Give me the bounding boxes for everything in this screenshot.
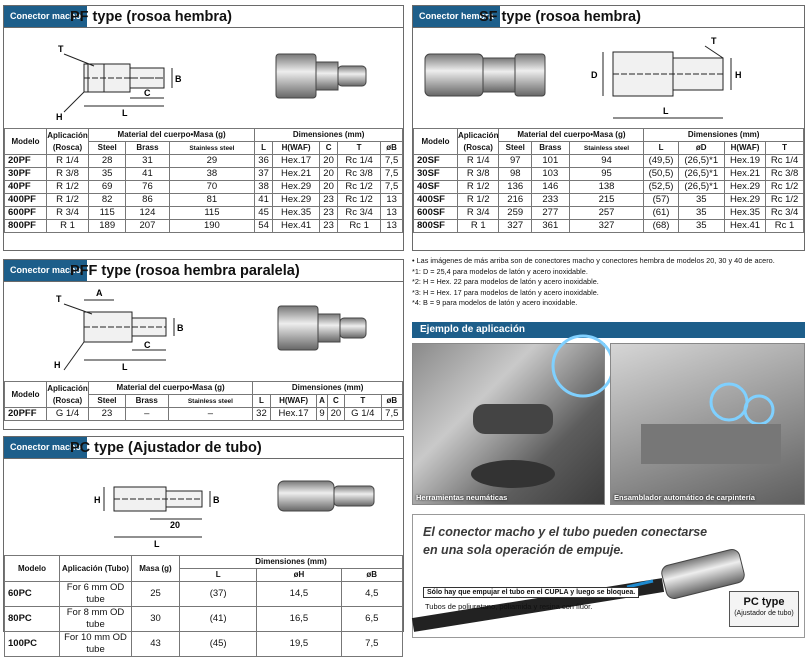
table-cell: 7,5 [381,155,403,168]
sf-photo [421,46,551,106]
table-cell: Rc 3/4 [337,207,380,220]
pc-type-label: PC type [743,596,785,608]
sf-col-d: øD [678,142,724,155]
table-cell: R 3/8 [47,168,89,181]
table-row [5,607,403,632]
table-cell: 35 [678,194,724,207]
pc-col-modelo: Modelo [5,556,60,582]
table-cell: 38 [255,181,273,194]
pf-col-h: H(WAF) [272,142,319,155]
pff-dim-a: A [96,288,103,298]
banner-line2: en una sola operación de empuje. [423,543,624,557]
table-cell: 35 [89,168,126,181]
sf-dim-l: L [663,106,669,116]
pc-dim-20: 20 [170,520,181,530]
pff-col-material: Material del cuerpo•Masa (g) [89,382,253,395]
pf-col-t: T [337,142,380,155]
table-cell: 400PF [5,194,47,207]
table-cell: For 6 mm OD tube [60,582,132,607]
table-row [5,408,403,421]
pf-header [4,6,403,28]
sf-col-brass: Brass [532,142,570,155]
sf-col-dimensiones: Dimensiones (mm) [644,129,804,142]
table-cell: (49,5) [644,155,678,168]
table-cell: 43 [132,632,180,657]
sf-col-modelo: Modelo [414,129,458,155]
photo-herramientas [412,343,605,505]
table-cell: Rc 1/2 [337,194,380,207]
table-cell: R 1/4 [47,155,89,168]
table-cell: 38 [169,168,255,181]
table-cell: 54 [255,220,273,233]
table-cell: 800PF [5,220,47,233]
table-cell: (37) [180,582,257,607]
pff-col-dimensiones: Dimensiones (mm) [253,382,403,395]
table-cell: 600SF [414,207,458,220]
caption-herramientas: Herramientas neumáticas [416,493,508,502]
banner-tubes: Tubos de poliuretano, poliamida y resina con flúor. [425,602,593,611]
table-cell: (26,5)*1 [678,168,724,181]
table-cell: R 3/4 [458,207,499,220]
table-row [414,168,804,181]
pc-table [4,555,403,657]
pc-type-badge [729,591,799,627]
pff-col-modelo: Modelo [5,382,47,408]
table-cell: 23 [320,220,338,233]
table-cell: 189 [89,220,126,233]
table-cell: Rc 3/8 [766,168,804,181]
sf-col-aplicacion: Aplicación (Rosca) [458,129,499,155]
table-cell: Rc 1/2 [766,194,804,207]
table-row [5,632,403,657]
table-cell: Hex.17 [272,155,319,168]
table-cell: 23 [320,194,338,207]
pff-dim-h: H [54,360,61,370]
table-cell: 20SF [414,155,458,168]
pff-section [3,259,404,430]
table-cell: G 1/4 [47,408,89,421]
table-cell: R 1/2 [47,194,89,207]
pf-badge: Conector macho [4,6,87,27]
table-cell: 30PF [5,168,47,181]
table-cell: 7,5 [381,168,403,181]
table-cell: 138 [569,181,644,194]
pff-table [4,381,403,421]
sf-col-steel: Steel [499,142,532,155]
pf-dim-l: L [122,108,128,118]
table-cell: Rc 1 [337,220,380,233]
table-cell: Hex.19 [724,155,765,168]
footnotes [412,256,775,309]
table-cell: 124 [126,207,169,220]
pf-rows [5,155,403,233]
table-cell: Hex.21 [724,168,765,181]
table-cell: 13 [381,220,403,233]
table-cell: 233 [532,194,570,207]
table-cell: 23 [320,207,338,220]
pff-col-t: T [345,395,381,408]
table-cell: Hex.29 [272,194,319,207]
table-cell: R 3/4 [47,207,89,220]
table-cell: 30SF [414,168,458,181]
table-row [5,194,403,207]
pf-table [4,128,403,233]
table-cell: 9 [317,408,327,421]
table-cell: 136 [499,181,532,194]
pc-col-l: L [180,569,257,582]
pc-dim-l: L [154,539,160,549]
table-row [414,181,804,194]
pff-dim-t: T [56,294,62,304]
table-cell: 98 [499,168,532,181]
table-cell: 101 [532,155,570,168]
pf-drawing [44,34,234,126]
table-cell: (52,5) [644,181,678,194]
table-cell: 600PF [5,207,47,220]
table-cell: R 1 [458,220,499,233]
table-cell: R 1/4 [458,155,499,168]
pff-drawing [44,286,234,376]
table-cell: Hex.29 [272,181,319,194]
table-cell: Hex.21 [272,168,319,181]
table-cell: R 1 [47,220,89,233]
pf-col-material: Material del cuerpo•Masa (g) [89,129,255,142]
pf-dim-h: H [56,112,63,122]
table-cell: 257 [569,207,644,220]
pff-dim-b: B [177,323,184,333]
photo-ensamblador [610,343,805,505]
table-cell: 45 [255,207,273,220]
table-cell: 32 [253,408,270,421]
pff-col-brass: Brass [125,395,168,408]
table-cell: 40PF [5,181,47,194]
pff-col-c: C [327,395,344,408]
table-cell: 13 [381,194,403,207]
aplicacion-header: Ejemplo de aplicación [412,322,805,338]
sf-col-stainless: Stainless steel [569,142,644,155]
table-cell: 95 [569,168,644,181]
table-cell: Hex.17 [270,408,317,421]
pc-photo [274,473,384,523]
pc-col-h: øH [257,569,341,582]
caption-ensamblador: Ensamblador automático de carpintería [614,493,755,502]
table-cell: 37 [255,168,273,181]
banner-line1: El conector macho y el tubo pueden conectarse [423,525,708,539]
assembler-illustration [611,344,806,506]
table-cell: 86 [126,194,169,207]
table-cell: 69 [89,181,126,194]
table-cell: Rc 1/4 [766,155,804,168]
table-cell: R 1/2 [458,181,499,194]
table-cell: 103 [532,168,570,181]
pff-col-h: H(WAF) [270,395,317,408]
table-cell: 41 [126,168,169,181]
table-cell: 207 [126,220,169,233]
table-cell: Rc 1/4 [337,155,380,168]
table-cell: 7,5 [381,181,403,194]
table-cell: (45) [180,632,257,657]
pff-header [4,260,403,282]
table-cell: 327 [499,220,532,233]
table-cell: 41 [255,194,273,207]
table-cell: Hex.35 [724,207,765,220]
pf-col-b: øB [381,142,403,155]
table-cell: 7,5 [341,632,402,657]
table-cell: Hex.29 [724,181,765,194]
table-cell: For 10 mm OD tube [60,632,132,657]
table-cell: (68) [644,220,678,233]
table-row [5,220,403,233]
pf-col-c: C [320,142,338,155]
table-cell: R 3/8 [458,168,499,181]
table-cell: 146 [532,181,570,194]
note: *1: D = 25,4 para modelos de latón y acero inoxidable. [412,266,588,276]
sf-drawing [583,32,793,128]
pc-banner [412,514,805,638]
table-row [414,220,804,233]
table-cell: 70 [169,181,255,194]
table-cell: 29 [169,155,255,168]
table-cell: Hex.41 [724,220,765,233]
table-cell: 25 [132,582,180,607]
table-cell: 20 [320,181,338,194]
table-cell: 31 [126,155,169,168]
table-cell: 115 [169,207,255,220]
pf-col-brass: Brass [126,142,169,155]
table-cell: (26,5)*1 [678,155,724,168]
note: *2: H = Hex. 22 para modelos de latón y acero inoxidable. [412,277,599,286]
table-row [5,168,403,181]
table-cell: 35 [678,207,724,220]
sf-header [413,6,804,28]
table-cell: Rc 3/8 [337,168,380,181]
table-cell: 30 [132,607,180,632]
table-row [5,155,403,168]
table-cell: Rc 3/4 [766,207,804,220]
pf-dim-t: T [58,44,64,54]
sf-col-material: Material del cuerpo•Masa (g) [499,129,644,142]
table-cell: 23 [89,408,126,421]
table-row [5,181,403,194]
table-cell: 60PC [5,582,60,607]
table-cell: 80PC [5,607,60,632]
sf-table [413,128,804,233]
table-cell: 13 [381,207,403,220]
pc-col-aplicacion: Aplicación (Tubo) [60,556,132,582]
note: *4: B = 9 para modelos de latón y acero inoxidable. [412,298,578,307]
table-cell: 76 [126,181,169,194]
banner-callout: Sólo hay que empujar el tubo en el CUPLA y luego se bloquea. [423,587,639,598]
pc-col-masa: Masa (g) [132,556,180,582]
table-cell: 81 [169,194,255,207]
pf-col-dimensiones: Dimensiones (mm) [255,129,403,142]
table-row [414,207,804,220]
sf-col-t: T [766,142,804,155]
sf-dim-t: T [711,36,717,46]
table-row [414,194,804,207]
pff-dim-l: L [122,362,128,372]
pf-col-aplicacion: Aplicación (Rosca) [47,129,89,155]
sf-dim-h: H [735,70,742,80]
pc-dim-b: B [213,495,220,505]
pff-col-steel: Steel [89,395,126,408]
sf-badge: Conector hembra [413,6,500,27]
table-cell: Rc 1 [766,220,804,233]
table-cell: 82 [89,194,126,207]
grinder-illustration [413,344,606,506]
table-cell: 190 [169,220,255,233]
table-cell: 115 [89,207,126,220]
table-cell: 94 [569,155,644,168]
table-cell: (61) [644,207,678,220]
pf-section [3,5,404,251]
pff-col-b: øB [381,395,402,408]
pc-section [3,436,404,655]
pc-drawing [84,465,254,555]
table-row [5,207,403,220]
pff-title: PFF type (rosoa hembra paralela) [70,263,300,279]
table-cell: 20 [320,168,338,181]
pff-col-stainless: Stainless steel [168,395,253,408]
table-cell: G 1/4 [345,408,381,421]
table-cell: 20 [327,408,344,421]
table-cell: (41) [180,607,257,632]
pf-photo [274,46,374,116]
table-cell: 19,5 [257,632,341,657]
pc-rows [5,582,403,657]
pff-rows [5,408,403,421]
table-row [5,582,403,607]
pff-col-aplicacion: Aplicación (Rosca) [47,382,89,408]
sf-col-l: L [644,142,678,155]
table-cell: 40SF [414,181,458,194]
table-cell: 6,5 [341,607,402,632]
table-cell: 400SF [414,194,458,207]
pff-dim-c: C [144,340,151,350]
table-cell: 20 [320,155,338,168]
table-cell: Hex.29 [724,194,765,207]
note: • Las imágenes de más arriba son de conectores macho y conectores hembra de modelos 20, 30 y 40 de acero. [412,256,775,265]
table-cell: 16,5 [257,607,341,632]
table-cell: (26,5)*1 [678,181,724,194]
pf-col-stainless: Stainless steel [169,142,255,155]
pc-type-sub: (Ajustador de tubo) [734,610,794,617]
table-cell: 14,5 [257,582,341,607]
pf-col-modelo: Modelo [5,129,47,155]
table-cell: 28 [89,155,126,168]
table-cell: 361 [532,220,570,233]
table-cell: Hex.41 [272,220,319,233]
table-cell: Rc 1/2 [337,181,380,194]
sf-rows [414,155,804,233]
table-cell: Rc 1/2 [766,181,804,194]
table-cell: 277 [532,207,570,220]
pf-dim-b: B [175,74,182,84]
table-cell: (50,5) [644,168,678,181]
pff-col-a: A [317,395,327,408]
pc-dim-h: H [94,495,101,505]
table-cell: 20PF [5,155,47,168]
table-cell: 20PFF [5,408,47,421]
table-cell: 216 [499,194,532,207]
pff-photo [274,298,374,368]
note: *3: H = Hex. 17 para modelos de latón y acero inoxidable. [412,287,599,297]
pff-badge: Conector macho [4,260,87,281]
table-cell: R 1/2 [47,181,89,194]
pc-col-b: øB [341,569,402,582]
table-cell: 7,5 [381,408,402,421]
sf-section [412,5,805,251]
table-cell: (57) [644,194,678,207]
pc-badge: Conector macho [4,437,87,458]
table-cell: 259 [499,207,532,220]
table-cell: R 1/2 [458,194,499,207]
sf-title: SF type (rosoa hembra) [479,9,641,25]
table-cell: 327 [569,220,644,233]
pf-col-l: L [255,142,273,155]
table-cell: 100PC [5,632,60,657]
table-cell: For 8 mm OD tube [60,607,132,632]
table-cell: 4,5 [341,582,402,607]
table-cell: 215 [569,194,644,207]
pc-title: PC type (Ajustador de tubo) [70,440,262,456]
sf-col-h: H(WAF) [724,142,765,155]
table-cell: – [168,408,253,421]
pc-col-dimensiones: Dimensiones (mm) [180,556,403,569]
pf-col-steel: Steel [89,142,126,155]
table-cell: 35 [678,220,724,233]
table-cell: 36 [255,155,273,168]
table-cell: 97 [499,155,532,168]
pc-header [4,437,403,459]
pf-dim-c: C [144,88,151,98]
table-row [414,155,804,168]
pff-col-l: L [253,395,270,408]
pf-title: PF type (rosoa hembra) [70,9,232,25]
table-cell: 800SF [414,220,458,233]
sf-dim-d: D [591,70,598,80]
table-cell: Hex.35 [272,207,319,220]
table-cell: – [125,408,168,421]
